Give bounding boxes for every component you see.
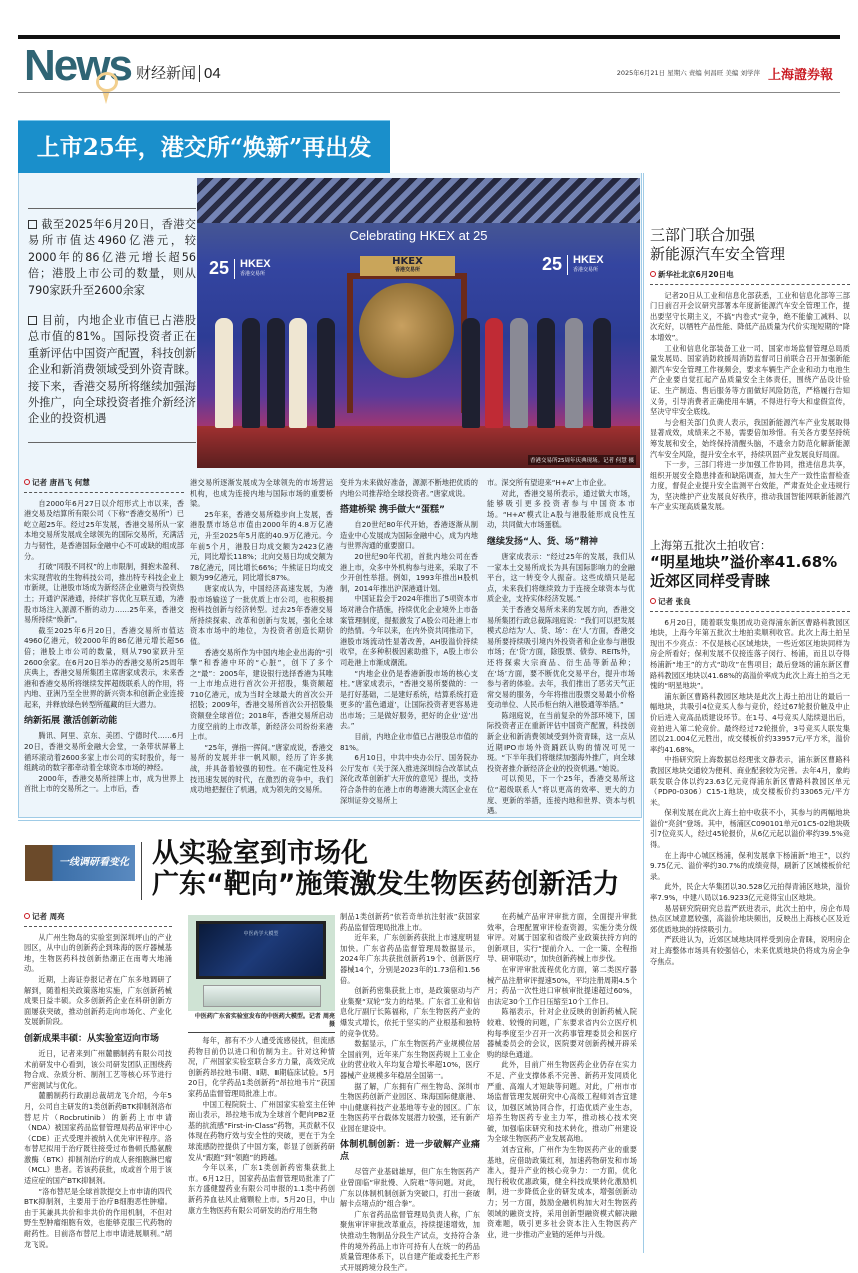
byline-marker-icon xyxy=(650,271,656,277)
lead-photo xyxy=(197,178,640,468)
paragraph: 腾讯、阿里、京东、美团、宁德时代……6月20日，香港交易所金融大会堂，一条带状屏幕上循环滚动着2600多家上市公司的实时股价，每一组跳动的数字都牵动着全球资本市场的神经。 xyxy=(24,731,184,773)
paragraph: 2000年，香港交易所挂牌上市，成为世界上首批上市的交易所之一。上市后，香 xyxy=(24,773,184,794)
paragraph: 中国工程院院士、广州国家实验室主任钟南山表示，昂拉地韦成为全球首个靶向PB2亚基的抗流感“First-in-Class”药物，其贡献不仅体现在药物疗效与安全性的突破，更在于为全球流感防控提供了中国方案，彰显了创新药研发从“跟跑”到“领跑”的跨越。 xyxy=(188,1099,335,1162)
lead-headline: 上市25年，港交所“焕新”再出发 xyxy=(18,120,390,173)
paragraph: 此外，目前广州生物医药企业仍存在实力不足、产业支撑体系不完善、新药开发同质化严重、高端人才短缺等问题。对此，广州市市场监督管理发展研究中心高级工程师刘杏宜建议，加强区域协同合作，打造优质产业生态，培养生物医药专业主力军，推动核心技术突破，加强临床研究和技术转化，推动广州建设为全球生物医药产业发展高地。 xyxy=(487,1060,637,1144)
paragraph: 数据显示，广东生物医药产业规模位居全国前列，近年来广东生物医药规上工业企业的营业收入年均复合增长率超10%，医疗器械产业规模多年稳居全国第一。 xyxy=(340,1039,480,1080)
paragraph: 唐家成认为，中国经济高速发展，为港股市场输送了一批优质上市公司，也积极拥抱科技创新与经济转型。过去25年香港交易所持续探索、改革和创新与发展，强化全球资本市场中的地位，为投资者创造长期价值。 xyxy=(190,583,333,646)
summary-rule xyxy=(28,442,196,443)
feature-headline xyxy=(152,838,620,900)
hkex-logo-left xyxy=(209,258,271,279)
byline-text: 记者 周亮 xyxy=(32,912,65,921)
paragraph: 工业和信息化部装备工业一司、国家市场监督管理总局质量发展局、国家消防救援局消防监督司日前联合召开加强新能源汽车安全管理工作视频会，要求车辆生产企业和动力电池生产企业要自觉扛起产品质量安全主体责任，围绕产品设计验证、生产制造、售后服务等方面做好风险防范，严格履行告知义务，引导消费者正确使用车辆，不得进行夸大和虚假宣传，坚决守牢安全底线。 xyxy=(650,343,850,417)
paragraph: 自2000年6月27日以介绍形式上市以来，香港交易及结算所有限公司（下称“香港交易所”）已屹立超25年。经过25年发展，香港交易所从一家本地交易所发展成全球领先的国际交易所，充满活力与韧性，是香港国际金融中心不可或缺的组成部分。 xyxy=(24,498,184,561)
headline-line: 新能源汽车安全管理 xyxy=(650,245,786,263)
paragraph: 今年以来，广东1类创新药密集获批上市。6月12日，国家药品监督管理局批准了广东方盛健盟药业有限公司申报的1.1类中药创新药养血祛风止痛颗粒上市。5月20日，中山康方生物医药有限公司研发的治疗用生物 xyxy=(188,1163,335,1215)
person xyxy=(289,318,307,428)
byline-marker-icon xyxy=(24,913,30,919)
paragraph: 广东省药品监督管理局负责人称，广东聚焦审评审批改革重点，持续提速增效，加快推动生物制品分段生产试点，支持符合条件的境外药品上市许可持有人在统一的药品质量管理体系下，以自建产能或委托生产形式开展跨境分段生产。 xyxy=(340,1209,480,1272)
person xyxy=(462,318,480,428)
column-divider xyxy=(643,173,644,1253)
byline xyxy=(650,597,850,612)
feature-column-1 xyxy=(24,912,172,1250)
feature-column-4 xyxy=(487,912,637,1250)
paragraph: 变并为未来做好准备，源源不断地把优质的内地公司推荐给全球投资者。”唐家成说。 xyxy=(340,478,478,498)
person xyxy=(565,318,583,428)
paragraph: 香港交易所作为中国内地企业出海的“引擎”和香港中环的“心脏”，创下了多个之“最”：2005年，建设银行选择香港为其唯一上市地点进行首次公开招股，集资额超710亿港元，成为当时全球最大的首次公开招股；2009年，香港交易所首次公开招股集资额登全球首位；2018年，香港交易所启动力度空前的上市改革，新经济公司纷纷来港上市。 xyxy=(190,647,333,742)
kicker: 上海第五批次土拍收官： xyxy=(650,539,771,552)
paragraph: 关于香港交易所未来的发展方向，香港交易所集团行政总裁陈翊庭说：“我们可以把发展模式总结为‘人、货、场’：在‘人’方面，香港交易所要持续吸引境内外投资者和企业参与港股市场；在‘货’方面，除股票、债券、REITs外，还将探索大宗商品、衍生品等新品种；在‘场’方面，要不断优化交易平台，提升市场参与者的体验。去年，我们推出了恶劣天气正常交易的服务，今年将推出股票交易最小价格变动单位、人民币柜台纳入港股通等举措。” xyxy=(487,604,635,710)
section-brand: News xyxy=(24,41,131,90)
logo-number: 25 xyxy=(209,258,230,278)
subheading: 体制机制创新：进一步破解产业痛点 xyxy=(340,1140,480,1163)
logo-cn: 香港交易所 xyxy=(573,266,599,273)
paragraph: 浦东新区曹路科教园区地块是此次上海土拍出让的最后一幅地块，共吸引4位竞买人参与竞价，经过67轮报价触及中止价后进入竞高品质建设环节。在1号、4号竞买人陆续退出后，竞拍进入第二轮竞价。最终经过72轮报价，3号竞买人联发集团以21.004亿元胜出，成交楼板价约33957元/平方米，溢价率约41.68%。 xyxy=(650,691,850,754)
byline xyxy=(650,270,850,285)
paragraph: 港交易所逐渐发展成为全球领先的市场营运机构，也成为连接内地与国际市场的重要桥梁。 xyxy=(190,478,333,509)
lead-column-3 xyxy=(340,478,478,816)
photo-caption: 香港交易所25周年庆典现场。记者 何慧 摄 xyxy=(528,455,636,465)
lead-column-4 xyxy=(487,478,635,816)
lead-column-1 xyxy=(24,478,184,816)
paragraph: 市。深交所有望迎来“H+A”上市企业。 xyxy=(487,478,611,487)
photo-ceiling xyxy=(197,178,640,223)
top-rule xyxy=(18,35,840,39)
paragraph: 刘杏宜称，广州作为生物医药产业的重要基地，应借助政策红利，加速药物研发和市场准入，提升产业的核心竞争力：一方面，优化现行税收优惠政策，健全科技成果转化激励机制，进一步降低企业的研发成本，增强创新动力；另一方面，鼓励金融机构加大对生物医药领域的融资支持，采用创新型融资模式解决融资难题，吸引更多社会资本注入生物医药产业，进一步推动产业链的延伸与升级。 xyxy=(487,1145,637,1239)
paragraph: 近年来，广东创新药获批上市速度明显加快。广东省药品监督管理局数据显示，2024年广东共获批创新药19个、创新医疗器械14个，分别是2023年的1.73倍和1.56倍。 xyxy=(340,933,480,985)
paragraph: 25年来，香港交易所稳步向上发展，香港股票市场总市值由2000年的4.8万亿港元，升至2025年5月底的40.9万亿港元。今年前5个月，港股日均成交额为2423亿港元，同比增长118%；北向交易日均成交额为78亿港元，同比增长66%；牛熊证日均成交额为99亿港元，同比增长87%。 xyxy=(190,509,333,583)
paragraph: 下一步，三部门将进一步加强工作协同，推进信息共享，组织开展安全隐患排查和缺陷调查，加大生产一致性监督检查力度，督促企业提升安全监测平台效能，严肃查处企业违规行为，坚决维护产业发展良好秩序，推动我国智能网联新能源汽车产业实现高质量发展。 xyxy=(650,460,850,512)
paragraph: 打破“同股不同权”的上市限制，拥抱未盈利、未实现营收的生物科技公司，推出特专科技企业上市新规，让港股市场成为新经济企业融资与投资热土；开通沪深港通，持续扩容优化互联互通，为港股市场注入源源不断的动力……25年来，香港交易所持续“焕新”。 xyxy=(24,562,184,625)
paragraph: 截至2025年6月20日，香港交易所市值达4960亿港元，较2000年的86亿港元增长超56倍；港股上市公司的数量，则从790家跃升至2600余家。在6月20日举办的香港交易所25周年庆典上，香港交易所集团主席唐家成表示，未来香港和香港交易所将继续发挥超级联系人的作用，将内地、亚洲乃至全世界的新兴资本和创新企业连接起来，并释放绿色转型所蕴藏的巨大潜力。 xyxy=(24,625,184,709)
dateline: 2025年6月21日 星期六 责编 何昌旺 美编 刘学萍 xyxy=(616,69,760,77)
paragraph: 保利发展在此次上海土拍中收获不小，其参与的两幅地块溢价“亮剑”登场。其中，杨浦区C090101单元01C5-02地块吸引7位竞买人，经过45轮报价，从6亿元起以溢价率约39.5%竞得。 xyxy=(650,808,850,850)
headline-line: “明星地块”溢价率41.68% xyxy=(650,553,838,571)
paragraph: 创新药密集获批上市，是政策驱动与产业集聚“双轮”发力的结果。广东省工业和信息化厅副厅长陈福称，广东生物医药产业的爆发式增长，依托于坚实的产业根基和独特的竞争优势。 xyxy=(340,986,480,1038)
paragraph: 目前，内地企业市值已占港股总市值的81%。 xyxy=(340,732,478,752)
subheading: 搭建桥梁 携手做大“蛋糕” xyxy=(340,505,445,516)
person xyxy=(510,318,528,428)
person xyxy=(267,318,285,428)
person xyxy=(485,318,503,428)
person xyxy=(242,318,260,428)
gong-sign-name: HKEX xyxy=(392,256,423,267)
speech-bubble-icon xyxy=(96,72,118,92)
paragraph: 此外，民企大华集团以30.528亿元拍得青浦区地块，溢价率7.9%，中建八局以16.9233亿元竞得宝山区地块。 xyxy=(650,882,850,903)
paragraph: 6月20日，随着联发集团成功竞得浦东新区曹路科教园区地块，上海今年第五批次土地拍卖顺利收官。此次上海土拍呈现出不少亮点：不仅是核心区域地块，一些近郊区地块同样为房企所看好；保利发展不仅接连落子闵行、杨浦，而且以夺得杨浦新“地王”的方式“助攻”在售项目；最后登场的浦东新区曹路科教园区地块以41.68%的高溢价率成为此次上海土拍当之无愧的“明星地块”。 xyxy=(650,617,850,691)
logo-cn: 香港交易所 xyxy=(240,270,266,277)
section-rule xyxy=(18,820,640,821)
headline xyxy=(650,553,850,591)
headline-line: 三部门联合加强 xyxy=(650,226,756,244)
headline-line: 广东“靶向”施策激发生物医药创新活力 xyxy=(152,869,620,900)
newspaper-logo: 上海證券報 xyxy=(768,68,834,83)
paragraph: 在药械产品审评审批方面，全面提升审批效率，合理配置审评检查资源，实施分类分级审评。对属于国家和省级产业政策扶持方向的创新项目，实行“提前介入、一企一策、全程指导、研审联动”，加快创新药械上市步伐。 xyxy=(487,912,637,964)
paragraph: “25年，弹指一挥间。”唐家成说，香港交易所的发展并非一帆风顺，经历了许多挑战，并具备着较强的韧性。在不确定性及科技迅速发展的时代，在激烈的竞争中，我们成功地把握住了机遇，成为领先的交易所。 xyxy=(190,742,333,795)
paragraph: 近日，记者来到广州麓鹏制药有限公司技术前研发中心看到，该公司研发团队正围绕药物合成、杂质分析、制剂工艺等核心环节进行严密测试与优化。 xyxy=(24,1048,172,1090)
byline xyxy=(24,478,184,493)
paragraph: “洛布替尼是全球首款提交上市申请的四代BTK抑制剂，主要用于治疗B细胞恶性肿瘤。由于其兼具共价和非共价的作用机制，不但对野生型肿瘤细胞有效，也能够克服三代药物的耐药性。目前洛布替尼上市申请进展顺利。”胡龙飞说。 xyxy=(24,1186,172,1249)
paragraph: 20世纪90年代初，首批内地公司在香港上市，众多中外机构参与进来，采取了不少开创性举措。例如，1993年推出H股机制，2014年推出沪深港通计划。 xyxy=(340,551,478,593)
byline-text: 记者 张良 xyxy=(658,597,691,606)
square-bullet-icon xyxy=(28,220,37,229)
byline xyxy=(24,912,172,927)
paragraph: 对此，香港交易所表示，通过做大市场，能够吸引更多投资者参与中国资本市场。“H+A”模式让A股与港股能形成良性互动，共同做大市场蛋糕。 xyxy=(487,488,635,530)
paragraph: 与会相关部门负责人表示，我国新能源汽车产业发展取得显著成效，成绩来之不易，需要倍加珍惜。有关各方要坚持统筹发展和安全，始终保持清醒头脑，不遗余力防范化解新能源汽车安全风险，提升安全水平，持续巩固产业发展良好局面。 xyxy=(650,417,850,459)
subheading: 继续发扬“人、货、场”精神 xyxy=(487,536,598,547)
display-screen xyxy=(196,921,326,979)
paragraph: “内地企业仍是香港新股市场的核心支柱。”唐家成表示，“香港交易所要做的：一是打好基础，二是建好系统，结算系统打造更多的‘蓝色通道’，让国际投资者更容易进出市场；三是做好服务，把好的企业‘送’出去。” xyxy=(340,668,478,731)
right-story-land-auction xyxy=(650,538,850,1250)
gong xyxy=(359,283,454,378)
summary-text: 目前，内地企业市值已占港股总市值的81%。国际投资者正在重新评估中国资产配置，科技创新企业和新消费领域受到外资青睐。接下来，香港交易所将继续加强海外推广，向全球投资者推介新经济企业的投资机遇 xyxy=(28,314,196,426)
paragraph: 在审评审批流程优化方面，第二类医疗器械产品注册审评提速50%，平均注册周期4.5个月；药品一次性进口审核审批提速超过60%，由法定30个工作日压缩至10个工作日。 xyxy=(487,964,637,1006)
byline-text: 新华社北京6月20日电 xyxy=(658,270,734,279)
person xyxy=(317,318,335,428)
byline-marker-icon xyxy=(24,479,30,485)
byline-marker-icon xyxy=(650,598,656,604)
paragraph: 易居研究院研究总监严跃进表示，此次土拍中，房企布局热点区域意愿较强，高溢价地块频出，反映出上海核心区及近郊优质地块的持续吸引力。 xyxy=(650,903,850,934)
summary-text: 截至2025年6月20日，香港交易所市值达4960亿港元，较2000年的86亿港元增长超56倍；港股上市公司的数量，则从790家跃升至2600余家 xyxy=(28,218,196,297)
paragraph: 制品1类创新药“依若奇单抗注射液”获国家药品监督管理局批准上市。 xyxy=(340,912,480,932)
screen-text: 中医药学大模型 xyxy=(243,931,279,937)
paragraph: 陈翊庭说，在当前复杂的外部环境下，国际投资者正在重新评估中国资产配置，科技创新企业和新消费领域受到外资青睐，这一点从近期IPO市场外资踊跃认购的情况可见一斑。“下半年我们将继续加强海外推广，向全球投资者推介新经济企业的投资机遇。”她说。 xyxy=(487,710,635,773)
summary-rule xyxy=(28,208,196,209)
feature-photo xyxy=(188,915,335,1011)
paragraph: 陈福表示，针对企业反映的创新药械入院较难、较慢的问题，广东要求省内公立医疗机构每季度至少召开一次药事管理委员会和医疗器械委员会的会议，医院要对创新药械开辟采购的绿色通道。 xyxy=(487,1007,637,1059)
feature-photo-caption: 中医药广东省实验室发布的中医药大模型。记者 周亮 摄 xyxy=(188,1013,335,1033)
paragraph: 每年，都有不少人遭受流感侵扰，但流感药物目前仍以进口和仿制为主。针对这种情况，广州国家实验室联合多方力量，高效完成创新药昂拉地韦Ⅰ期、Ⅱ期、Ⅲ期临床试验。5月20日，化学药品1类创新药“昂拉地韦片”获国家药品监督管理局批准上市。 xyxy=(188,1036,335,1098)
paragraph: 6月10日，中共中央办公厅、国务院办公厅发布《关于深入推进深圳综合改革试点 深化改革创新扩大开放的意见》提出，支持符合条件的在港上市的粤港澳大湾区企业在深圳证券交易所上 xyxy=(340,753,478,805)
person xyxy=(537,318,555,428)
paragraph: 记者20日从工业和信息化部获悉，工业和信息化部等三部门日前召开会议研究部署本年度新能源汽车安全管理工作，提出要坚守长期主义，不搞“内卷式”竞争，绝不能偷工减料、以次充好，以牺牲产品性能、降低产品质量为代价实现短期的“降本增效”。 xyxy=(650,290,850,342)
paragraph: 中指研究院上海数据总经理张文静表示，浦东新区曹路科教园区地块交通较为便利、商业配套较为完善。去年4月，象屿联发联合体以约23.63亿元竞得浦东新区曹路科教园区单元（PDP0-0306）C15-1地块，成交楼板价约33065元/平方米。 xyxy=(650,755,850,807)
headline-line: 从实验室到市场化 xyxy=(152,838,368,869)
lead-column-2 xyxy=(190,478,333,816)
headline xyxy=(650,226,850,264)
summary-point xyxy=(28,313,196,428)
page-number: 04 xyxy=(199,65,221,82)
paragraph: 在上海中心城区杨浦，保利发展拿下杨浦新“地王”，以约9.75亿元、溢价率约30.7%的成绩竞得，刷新了区域楼板价纪录。 xyxy=(650,850,850,881)
logo-name: HKEX xyxy=(240,257,271,270)
subheading: 纳新拓展 激活创新动能 xyxy=(24,716,118,727)
paragraph: 麓鹏制药行政副总裁胡龙飞介绍，今年5月，公司自主研发的1类创新药BTK抑制剂洛布替尼片（Rocbrutinib）的新药上市申请（NDA）被国家药品监督管理局药品审评中心（CDE）正式受理并被纳入优先审评程序。洛布替尼拟用于治疗既往接受过布鲁顿氏酪氨酸激酶（BTK）抑制剂治疗的成人套细胞淋巴瘤（MCL）患者。若该药获批，成或首个用于该适应症的国产BTK抑制剂。 xyxy=(24,1091,172,1186)
section-name: 财经新闻 xyxy=(136,64,197,82)
subheading: 创新成果丰硕：从实验室迈向市场 xyxy=(24,1033,160,1044)
hkex-logo-right xyxy=(542,254,604,275)
byline-text: 记者 唐昌飞 何慧 xyxy=(32,478,90,487)
gong-sign xyxy=(360,256,455,276)
headline-divider xyxy=(141,842,142,900)
logo-number: 25 xyxy=(542,254,563,274)
paragraph: 据了解，广东拥有广州生物岛、深圳市生物医药创新产业园区、珠海国际健康港、中山健康科技产业基地等专业的园区。广东生物医药平台载体发展潜力较强，还有新产业园在建设中。 xyxy=(340,1081,480,1133)
paragraph: 尽管产业基础雄厚，但广东生物医药产业曾面临“审批慢、入院难”等问题。对此，广东以体制机制创新为突破口，打出一套破解卡点堵点的“组合拳”。 xyxy=(340,1167,480,1209)
person xyxy=(593,318,611,428)
gong-sign-cn: 香港交易所 xyxy=(394,267,420,273)
square-bullet-icon xyxy=(28,316,37,325)
lead-summary xyxy=(28,200,196,451)
feature-column-2 xyxy=(188,1036,335,1252)
paragraph: 从广州生物岛的实验室到深圳坪山的产业园区，从中山的创新药企到珠海的医疗器械基地，生物医药科技创新热潮正在南粤大地涌动。 xyxy=(24,932,172,974)
paragraph: 近期，上海证券报记者在广东多地调研了解到，随着相关政策落地实施，广东创新药械成果日益丰硕。众多创新药企业在科研创新方面屡获突破，推动创新药走向市场化、产业化发展新阶段。 xyxy=(24,974,172,1027)
summary-point xyxy=(28,217,196,299)
headline-line: 近郊区同样受青睐 xyxy=(650,572,771,590)
paragraph: 中国证监会于2024年推出了5项资本市场对港合作措施，持续优化企业境外上市备案管理制度，提振激发了A股公司赴港上市的热情。今年以来，在内外资共同推动下，港股市场流动性显著改善，AH股溢价持续收窄，在多种积极因素助推下，A股上市公司赴港上市渐成潮流。 xyxy=(340,594,478,667)
person xyxy=(215,318,233,428)
logo-name: HKEX xyxy=(573,253,604,266)
header-rule xyxy=(18,92,840,93)
feature-column-3 xyxy=(340,912,480,1272)
paragraph: 严跃进认为，近郊区域地块同样受到房企青睐，说明房企对上海整体市场具有较强信心，未来优质地块仍将成为房企争夺焦点。 xyxy=(650,935,850,966)
column-badge: 一线调研看变化 xyxy=(25,845,135,881)
display-case xyxy=(203,985,321,1007)
section-title xyxy=(136,62,221,83)
paragraph: 唐家成表示：“经过25年的发展，我们从一家本土交易所成长为具有国际影响力的金融平台，这一转变令人振奋。这些成绩只是起点，未来我们将继续致力于连接全球资本与优质企业，支持实体经济发展。” xyxy=(487,551,635,604)
right-story-ev-safety xyxy=(650,226,850,516)
paragraph: 可以预见，下一个25年，香港交易所这位“超级联系人”将以更高的效率、更大的力度、更新的举措，连接内地和世界、资本与机遇。 xyxy=(487,774,635,816)
paragraph: 自20世纪80年代开始，香港逐渐从制造业中心发展成为国际金融中心，成为内地与世界沟通的重要窗口。 xyxy=(340,520,478,551)
photo-banner-text: Celebrating HKEX at 25 xyxy=(349,228,488,243)
